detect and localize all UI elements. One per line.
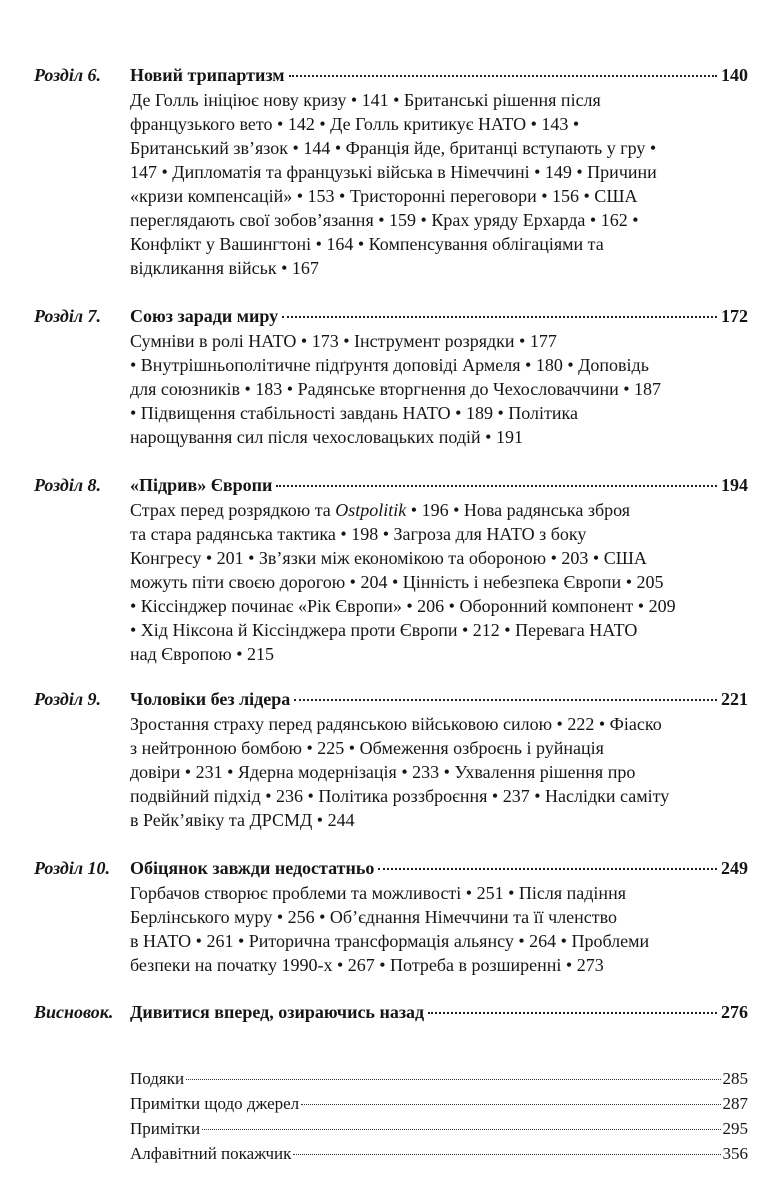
- dot-leader: [301, 1104, 720, 1105]
- back-matter-list: [130, 1066, 748, 1166]
- back-matter-entry: [130, 1141, 748, 1166]
- chapter-main: [130, 856, 748, 977]
- chapter-subsections-line: нарощування сил після чехословацьких подій • 191: [130, 427, 523, 447]
- dot-leader: [202, 1129, 720, 1130]
- chapter-subsections-line: з нейтронною бомбою • 225 • Обмеження озброєнь і руйнація: [130, 738, 604, 758]
- back-matter-page: 295: [722, 1119, 748, 1138]
- chapter-subsections-line: Конфлікт у Вашингтоні • 164 • Компенсування облігаціями та: [130, 234, 604, 254]
- chapter-title: Союз заради миру: [130, 306, 279, 326]
- chapter-label: Розділ 8.: [34, 475, 102, 495]
- chapter-subsections-line: • Кіссінджер починає «Рік Європи» • 206 • Оборонний компонент • 209: [130, 596, 676, 616]
- chapter-title-row: [130, 473, 748, 498]
- chapter-title: Новий трипартизм: [130, 65, 285, 85]
- chapter-subsections-line: французького вето • 142 • Де Голль критикує НАТО • 143 •: [130, 114, 580, 134]
- chapter-title-row: [130, 856, 748, 881]
- back-matter-title: Примітки: [130, 1119, 201, 1138]
- chapter-subsections-line: переглядають свої зобов’язання • 159 • Крах уряду Ерхарда • 162 •: [130, 210, 639, 230]
- chapter-subsections-line: довіри • 231 • Ядерна модернізація • 233 • Ухвалення рішення про: [130, 762, 636, 782]
- chapter-page-number: 172: [721, 306, 748, 326]
- dot-leader: [293, 1154, 720, 1155]
- chapter-main: [130, 1000, 748, 1025]
- dot-leader: [378, 868, 717, 870]
- dot-leader: [276, 485, 717, 487]
- back-matter-title: Подяки: [130, 1069, 185, 1088]
- chapter-subsections-line: можуть піти своєю дорогою • 204 • Цінність і небезпека Європи • 205: [130, 572, 664, 592]
- line-text: • 196 • Нова радянська зброя: [406, 500, 631, 520]
- dot-leader: [294, 699, 717, 701]
- back-matter-entry: [130, 1066, 748, 1091]
- chapter-label: Розділ 6.: [34, 65, 102, 85]
- chapter-main: [130, 687, 748, 832]
- dot-leader: [282, 316, 717, 318]
- chapter-label: Висновок.: [34, 1002, 114, 1022]
- chapter-subsections-line: над Європою • 215: [130, 644, 275, 664]
- chapter-label: Розділ 7.: [34, 306, 102, 326]
- chapter-main: [130, 63, 748, 280]
- chapter-label: Розділ 9.: [34, 689, 102, 709]
- chapter-subsections-line: та стара радянська тактика • 198 • Загроза для НАТО з боку: [130, 524, 587, 544]
- dot-leader: [428, 1012, 717, 1014]
- chapter-subsections-line: відкликання військ • 167: [130, 258, 319, 278]
- chapter-page-number: 249: [721, 858, 748, 878]
- back-matter-title: Примітки щодо джерел: [130, 1094, 300, 1113]
- chapter-subsections-line: 147 • Дипломатія та французькі війська в Німеччині • 149 • Причини: [130, 162, 657, 182]
- chapter-title: «Підрив» Європи: [130, 475, 273, 495]
- chapter-subsections-line: • Хід Ніксона й Кіссінджера проти Європи • 212 • Перевага НАТО: [130, 620, 638, 640]
- back-matter-title: Алфавітний покажчик: [130, 1144, 292, 1163]
- chapter-title-row: [130, 63, 748, 88]
- chapter-title: Обіцянок завжди недостатньо: [130, 858, 375, 878]
- chapter-subsections-line: Сумніви в ролі НАТО • 173 • Інструмент розрядки • 177: [130, 331, 557, 351]
- chapter-subsections-line: «кризи компенсацій» • 153 • Тристоронні переговори • 156 • США: [130, 186, 638, 206]
- chapter-subsections-line: в НАТО • 261 • Риторична трансформація альянсу • 264 • Проблеми: [130, 931, 650, 951]
- chapter-subsections-line: Берлінського муру • 256 • Об’єднання Німеччини та її членство: [130, 907, 618, 927]
- chapter-subsections-line: Конгресу • 201 • Зв’язки між економікою та обороною • 203 • США: [130, 548, 647, 568]
- line-text: Страх перед розрядкою та: [130, 500, 336, 520]
- back-matter-page: 356: [722, 1144, 748, 1163]
- chapter-subsections-line: для союзників • 183 • Радянське вторгнення до Чехословаччини • 187: [130, 379, 662, 399]
- chapter-subsections-line: подвійний підхід • 236 • Політика роззброєння • 237 • Наслідки саміту: [130, 786, 670, 806]
- chapter-page-number: 221: [721, 689, 748, 709]
- chapter-title: Чоловіки без лідера: [130, 689, 291, 709]
- chapter-subsections-line: в Рейк’явіку та ДРСМД • 244: [130, 810, 355, 830]
- chapter-title-row: [130, 687, 748, 712]
- back-matter-page: 287: [722, 1094, 748, 1113]
- chapter-subsections-line: Де Голль ініціює нову кризу • 141 • Британські рішення після: [130, 90, 601, 110]
- chapter-subsections-line: • Внутрішньополітичне підґрунтя доповіді Армеля • 180 • Доповідь: [130, 355, 649, 375]
- back-matter-page: 285: [722, 1069, 748, 1088]
- chapter-subsections-line: Зростання страху перед радянською військовою силою • 222 • Фіаско: [130, 714, 662, 734]
- chapter-label: Розділ 10.: [34, 858, 111, 878]
- back-matter-entry: [130, 1091, 748, 1116]
- chapter-title: Дивитися вперед, озираючись назад: [130, 1002, 425, 1022]
- back-matter-entry: [130, 1116, 748, 1141]
- chapter-title-row: [130, 304, 748, 329]
- chapter-page-number: 276: [721, 1002, 748, 1022]
- chapter-subsections-line: безпеки на початку 1990-х • 267 • Потреба в розширенні • 273: [130, 955, 604, 975]
- dot-leader: [289, 75, 717, 77]
- chapter-page-number: 194: [721, 475, 748, 495]
- chapter-subsections-line: Британський зв’язок • 144 • Франція йде, британці вступають у гру •: [130, 138, 657, 158]
- chapter-title-row: [130, 1000, 748, 1025]
- italic-term: Ostpolitik: [335, 500, 407, 520]
- chapter-subsections-line: Горбачов створює проблеми та можливості • 251 • Після падіння: [130, 883, 626, 903]
- dot-leader: [186, 1079, 720, 1080]
- chapter-subsections-line: [130, 498, 748, 522]
- chapter-subsections-line: • Підвищення стабільності завдань НАТО • 189 • Політика: [130, 403, 578, 423]
- chapter-main: [130, 473, 748, 666]
- chapter-main: [130, 304, 748, 449]
- chapter-page-number: 140: [721, 65, 748, 85]
